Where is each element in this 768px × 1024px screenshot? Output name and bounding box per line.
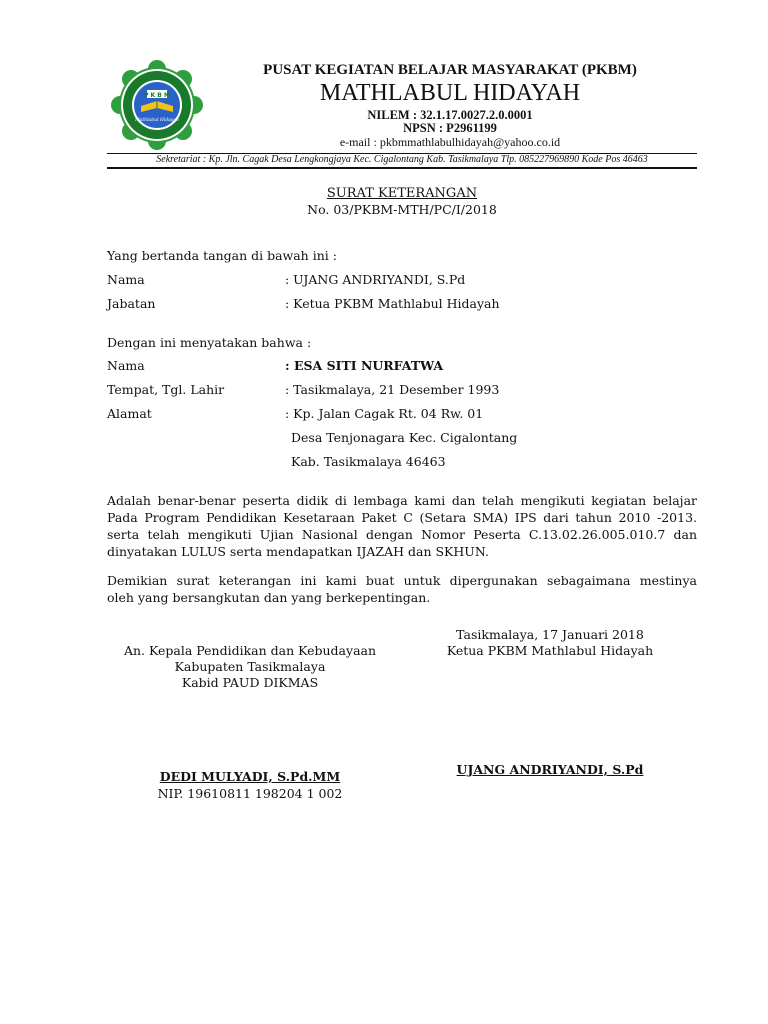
signer-position-value: : Ketua PKBM Mathlabul Hidayah [285, 296, 500, 311]
student-address-line2: Desa Tenjonagara Kec. Cigalontang [291, 430, 518, 445]
paragraph-1-line-1: Adalah benar-benar peserta didik di lembaga kami dan telah mengikuti kegiatan belajar [107, 493, 697, 508]
student-name-value: : ESA SITI NURFATWA [285, 358, 444, 373]
student-address-line1: : Kp. Jalan Cagak Rt. 04 Rw. 01 [285, 406, 484, 421]
body-paragraph-1 [107, 492, 697, 560]
svg-text:Mathlabul Hidayah: Mathlabul Hidayah [135, 118, 179, 123]
left-signer-name: DEDI MULYADI, S.Pd.MM [159, 769, 341, 784]
nilem: NILEM : 32.1.17.0027.2.0.0001 [367, 108, 533, 122]
letter-title: SURAT KETERANGAN [326, 186, 478, 201]
student-name-label: Nama [107, 358, 145, 373]
signer-position-label: Jabatan [107, 296, 156, 311]
left-sign-line1: An. Kepala Pendidikan dan Kebudayaan [123, 643, 377, 658]
paragraph-1-line-4: dinyatakan LULUS serta mendapatkan IJAZAH dan SKHUN. [107, 544, 489, 559]
org-name: MATHLABUL HIDAYAH [319, 80, 581, 106]
header-rule-bottom [107, 167, 697, 169]
letter-number: No. 03/PKBM-MTH/PC/I/2018 [307, 202, 497, 217]
email: e-mail : pkbmmathlabulhidayah@yahoo.co.id [339, 135, 561, 149]
secretariat-address: Sekretariat : Kp. Jln. Cagak Desa Lengkongjaya Kec. Cigalontang Kab. Tasikmalaya Tlp. 085227969890 Kode Pos 46463 [156, 154, 648, 165]
left-sign-line2: Kabupaten Tasikmalaya [174, 659, 326, 674]
statement-intro: Dengan ini menyatakan bahwa : [107, 335, 312, 350]
paragraph-1-line-3: serta telah mengikuti Ujian Nasional dengan Nomor Peserta C.13.02.26.005.010.7 dan [107, 527, 697, 542]
right-sign-position: Ketua PKBM Mathlabul Hidayah [446, 643, 654, 658]
left-signer-nip: NIP. 19610811 198204 1 002 [157, 786, 343, 801]
npsn: NPSN : P2961199 [403, 121, 497, 135]
intro-line: Yang bertanda tangan di bawah ini : [107, 248, 337, 263]
org-line: PUSAT KEGIATAN BELAJAR MASYARAKAT (PKBM) [263, 62, 637, 78]
student-address-line3: Kab. Tasikmalaya 46463 [291, 454, 446, 469]
body-paragraph-2 [107, 572, 697, 606]
paragraph-2-line-2: oleh yang bersangkutan dan yang berkepentingan. [107, 590, 431, 605]
signer-name-value: : UJANG ANDRIYANDI, S.Pd [285, 272, 466, 287]
svg-text:P K B M: P K B M [144, 92, 170, 99]
student-address-label: Alamat [107, 406, 152, 421]
signer-name-label: Nama [107, 272, 145, 287]
right-signer-name: UJANG ANDRIYANDI, S.Pd [456, 762, 644, 777]
left-sign-line3: Kabid PAUD DIKMAS [181, 675, 319, 690]
pkbm-logo [107, 60, 207, 150]
right-sign-place-date: Tasikmalaya, 17 Januari 2018 [456, 627, 644, 642]
student-birth-label: Tempat, Tgl. Lahir [107, 382, 225, 397]
student-birth-value: : Tasikmalaya, 21 Desember 1993 [285, 382, 500, 397]
paragraph-2-line-1: Demikian surat keterangan ini kami buat untuk dipergunakan sebagaimana mestinya [107, 573, 697, 588]
paragraph-1-line-2: Pada Program Pendidikan Kesetaraan Paket C (Setara SMA) IPS dari tahun 2010 -2013. [107, 510, 697, 525]
